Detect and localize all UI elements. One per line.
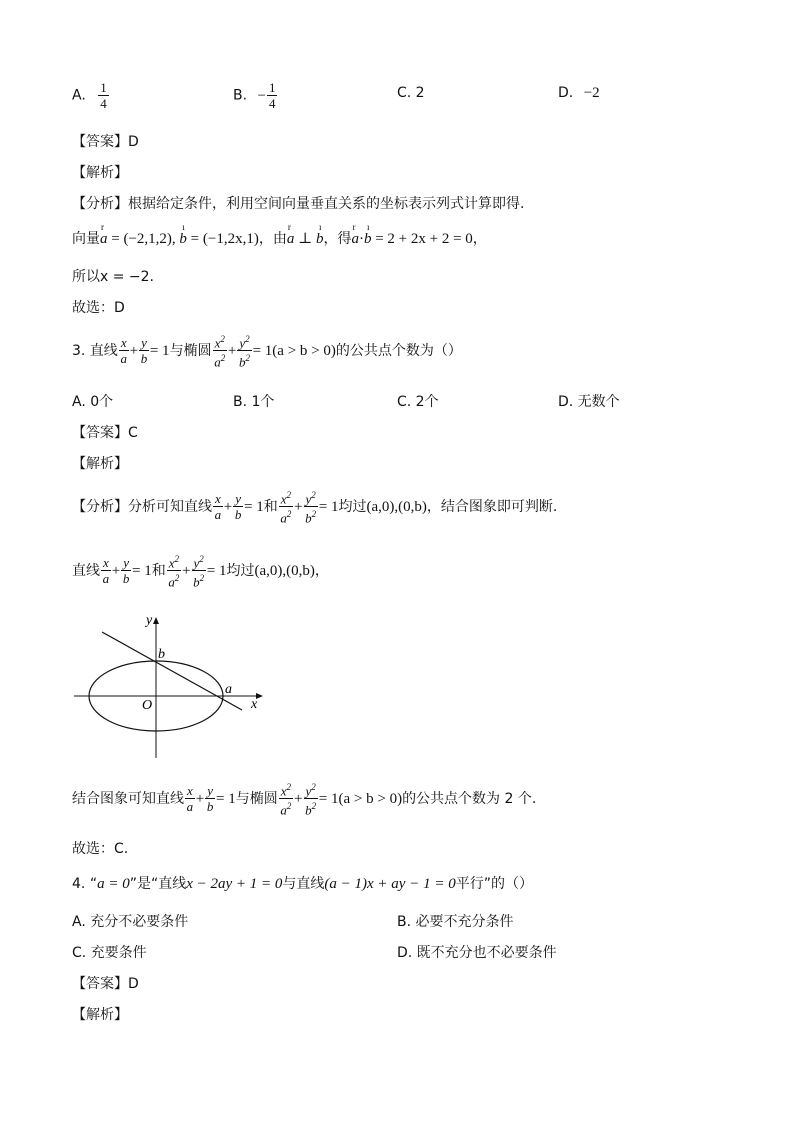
fraction-y-over-b — [121, 555, 131, 586]
text: 与椭圆 — [169, 342, 212, 359]
numerator: x — [120, 335, 127, 351]
q4-option-d: D. 既不充分也不必要条件 — [397, 945, 557, 961]
q2-analysis-heading: 【解析】 — [72, 165, 128, 181]
equation: = 1 — [216, 790, 236, 807]
q2-fenxi: 【分析】根据给定条件，利用空间向量垂直关系的坐标表示列式计算即得. — [72, 196, 525, 212]
text: 平行”的（） — [455, 876, 533, 892]
text: 3. 直线 — [72, 342, 118, 359]
q3-analysis-heading: 【解析】 — [72, 456, 128, 472]
text: 均过 — [338, 498, 367, 515]
q3-stem: 3. 直线 $\frac{x}{a}$ + $\frac{y}{b}$ = 1与椭圆 $\frac{x^2}{a^2}$ + $\frac{y^2}{b^2}$ = 1(a > b > 0)的公共点个数为（） — [72, 334, 462, 370]
option-value: −2 — [583, 85, 600, 101]
option-label: A. — [72, 87, 86, 104]
denominator: a — [168, 574, 175, 590]
numerator: x — [214, 335, 221, 351]
points: (a,0),(0,b) — [366, 498, 427, 515]
text: 与直线 — [282, 876, 325, 892]
numerator: x — [103, 555, 109, 571]
numerator: x — [215, 491, 221, 507]
q3-conclusion: 结合图象可知直线 $\frac{x}{a}$ + $\frac{y}{b}$ = 1与椭圆 $\frac{x^2}{a^2}$ + $\frac{y^2}{b^2}$ = 1(a > b > 0)的公共点个数为 2 个. — [72, 782, 537, 818]
fraction-x2-over-a2: $\frac{x^2}{a^2}$ — [280, 782, 292, 818]
text: 的公共点个数为（） — [335, 342, 462, 359]
equation: = (−2,1,2), — [107, 231, 180, 247]
fraction-x-over-a — [213, 491, 223, 522]
numerator: y — [123, 555, 130, 571]
perp-symbol: ⊥ — [294, 231, 316, 247]
equation: = (−1,2x,1) — [186, 231, 259, 247]
equation: = 1 — [318, 498, 339, 515]
text: 和 — [263, 498, 278, 515]
text: ，由 — [258, 231, 287, 247]
denominator: b — [238, 354, 246, 370]
numerator: 1 — [100, 80, 107, 95]
text: ， — [472, 231, 487, 247]
numerator: x — [280, 491, 287, 507]
vector-b: ı b — [179, 231, 187, 248]
equation: = 1 — [206, 562, 227, 579]
line1-equation: x − 2ay + 1 = 0 — [186, 876, 283, 892]
denominator: a — [280, 510, 287, 526]
vector-a: r a — [287, 231, 295, 248]
numerator: y — [235, 491, 242, 507]
text: 的公共点个数为 2 个. — [402, 790, 537, 807]
q3-option-c: C. 2个 — [397, 394, 439, 410]
numerator: x — [280, 783, 287, 799]
q2-solution-line1 — [72, 228, 487, 248]
q3-choose: 故选：C. — [72, 841, 129, 857]
condition: = 1(a > b > 0) — [252, 342, 336, 359]
q4-option-c: C. 充要条件 — [72, 945, 147, 961]
denominator: 4 — [268, 96, 276, 111]
numerator: 1 — [268, 80, 276, 95]
denominator: a — [120, 351, 127, 367]
denominator: b — [193, 574, 200, 590]
q4-option-b: B. 必要不充分条件 — [397, 914, 514, 930]
text: 【分析】分析可知直线 — [72, 498, 212, 515]
fraction-x-over-a — [119, 335, 129, 366]
numerator: y — [207, 783, 214, 799]
numerator: y — [193, 555, 200, 571]
denominator: a — [214, 507, 222, 523]
q2-solution-line2: 所以x = −2. — [72, 269, 155, 285]
q3-option-a: A. 0个 — [72, 394, 114, 410]
q4-answer: 【答案】D — [72, 976, 139, 992]
fraction-y2-over-b2: $\frac{y^2}{b^2}$ — [305, 782, 317, 818]
vector-b: ı b — [364, 231, 372, 248]
points: (a,0),(0,b) — [254, 562, 315, 579]
denominator: a — [214, 354, 221, 370]
fraction — [267, 80, 278, 111]
line — [102, 632, 242, 710]
numerator: y — [141, 335, 147, 351]
q2-option-a — [72, 80, 110, 111]
equation: = 1 — [132, 562, 152, 579]
q2-option-b — [233, 80, 278, 111]
equation: = 1 — [244, 498, 264, 515]
denominator: a — [186, 799, 194, 815]
text: 均过 — [226, 562, 255, 579]
dot-symbol: · — [358, 231, 364, 247]
text: 结合图象可知直线 — [72, 790, 184, 807]
equation: = 2 + 2x + 2 = 0 — [371, 231, 473, 247]
denominator: b — [206, 799, 214, 815]
q4-stem — [72, 873, 533, 893]
vector-b: ı b — [316, 231, 324, 248]
q4-option-a: A. 充分不必要条件 — [72, 914, 189, 930]
denominator: 4 — [100, 96, 107, 111]
q2-option-d — [558, 85, 600, 102]
text: 与椭圆 — [235, 790, 278, 807]
fraction-x-over-a — [185, 783, 195, 814]
numerator: x — [187, 783, 193, 799]
text: 和 — [151, 562, 166, 579]
fraction-y-over-b — [233, 491, 243, 522]
q3-option-d: D. 无数个 — [558, 394, 620, 410]
denominator: b — [305, 802, 312, 818]
q4-analysis-heading: 【解析】 — [72, 1007, 128, 1023]
q3-option-b: B. 1个 — [233, 394, 275, 410]
q2-answer: 【答案】D — [72, 134, 139, 150]
text: ，得 — [323, 231, 352, 247]
denominator: b — [234, 507, 242, 523]
question-number: 4. — [72, 876, 86, 892]
q2-option-c: C. 2 — [397, 85, 425, 101]
numerator: y — [239, 335, 246, 351]
q3-solution-line: 直线 $\frac{x}{a}$ + $\frac{y}{b}$ = 1和 $\frac{x^2}{a^2}$ + $\frac{y^2}{b^2}$ = 1均过(a,0),(0,b)， — [72, 554, 329, 590]
point-b-label: b — [158, 647, 165, 662]
condition: a = 0 — [97, 876, 130, 892]
numerator: y — [305, 783, 312, 799]
text: 向量 — [72, 231, 100, 247]
minus-sign: − — [257, 87, 266, 104]
y-axis-label: y — [146, 613, 153, 628]
point-a-label: a — [225, 682, 232, 697]
option-label: B. — [233, 87, 248, 104]
fraction-y-over-b — [205, 783, 215, 814]
fraction-y2-over-b2: $\frac{y^2}{b^2}$ — [305, 490, 317, 526]
condition: = 1(a > b > 0) — [318, 790, 403, 807]
text: ，结合图象即可判断. — [426, 498, 558, 515]
vector-a: r a — [351, 231, 359, 248]
fraction-x-over-a — [101, 555, 111, 586]
fraction-x2-over-a2: $\frac{x^2}{a^2}$ — [280, 490, 292, 526]
q2-choose: 故选：D — [72, 300, 125, 316]
fraction — [98, 80, 109, 111]
text: ”是“直线 — [129, 876, 187, 892]
denominator: a — [102, 571, 110, 587]
text: “ — [89, 876, 98, 892]
numerator: x — [168, 555, 175, 571]
ellipse-line-figure — [66, 608, 276, 763]
q3-answer: 【答案】C — [72, 425, 138, 441]
fraction-y-over-b — [139, 335, 149, 366]
text: ， — [314, 562, 329, 579]
text: 直线 — [72, 562, 100, 579]
denominator: b — [140, 351, 148, 367]
equation: = 1 — [149, 342, 170, 359]
line2-equation: (a − 1)x + ay − 1 = 0 — [324, 876, 456, 892]
vector-a: r a — [100, 231, 108, 248]
denominator: b — [122, 571, 130, 587]
fraction-x2-over-a2: $\frac{x^2}{a^2}$ — [168, 554, 180, 590]
numerator: y — [305, 491, 312, 507]
fraction-y2-over-b2: $\frac{y^2}{b^2}$ — [193, 554, 205, 590]
x-axis-label: x — [251, 697, 258, 712]
denominator: a — [280, 802, 287, 818]
origin-label: O — [142, 698, 153, 713]
option-label: D. — [558, 85, 574, 101]
fraction-x2-over-a2: $\frac{x^2}{a^2}$ — [214, 334, 226, 370]
denominator: b — [305, 510, 312, 526]
q3-fenxi: 【分析】分析可知直线 $\frac{x}{a}$ + $\frac{y}{b}$ = 1和 $\frac{x^2}{a^2}$ + $\frac{y^2}{b^2}$ = 1均过(a,0),(0,b)，结合图象即可判断. — [72, 490, 558, 526]
fraction-y2-over-b2: $\frac{y^2}{b^2}$ — [238, 334, 250, 370]
